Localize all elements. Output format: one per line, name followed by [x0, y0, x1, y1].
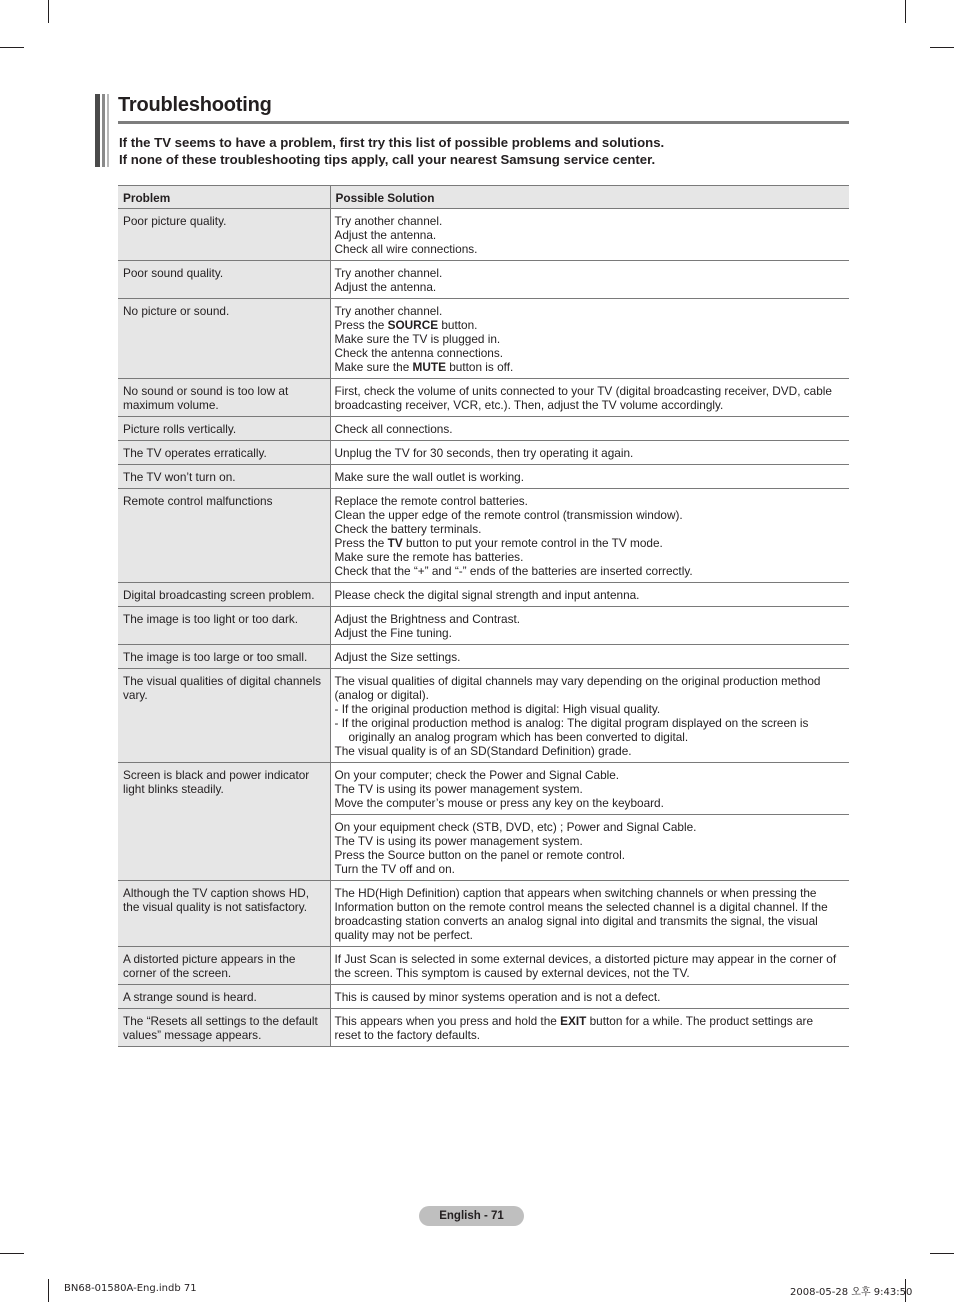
table-row — [118, 947, 849, 985]
crop-mark — [0, 1253, 24, 1254]
solution-line: Adjust the antenna. — [334, 280, 437, 294]
problem-line: Although the TV caption shows HD, — [123, 886, 310, 900]
problem-cell — [118, 441, 330, 465]
table-row — [118, 299, 849, 379]
problem-line: the visual quality is not satisfactory. — [123, 900, 308, 914]
solution-line: On your equipment check (STB, DVD, etc) ; Power and Signal Cable. — [334, 820, 697, 834]
solution-line: Try another channel. — [334, 304, 443, 318]
solution-cell — [330, 881, 849, 947]
problem-cell — [118, 881, 330, 947]
solution-cell — [330, 985, 849, 1009]
crop-mark — [48, 1279, 49, 1302]
intro-text — [119, 134, 849, 168]
problem-line: Poor picture quality. — [123, 214, 227, 228]
table-row — [118, 465, 849, 489]
problem-cell — [118, 1009, 330, 1047]
problem-line: values” message appears. — [123, 1028, 262, 1042]
problem-line: corner of the screen. — [123, 966, 232, 980]
solution-line: Adjust the antenna. — [334, 228, 437, 242]
problem-cell — [118, 763, 330, 881]
problem-cell — [118, 379, 330, 417]
crop-mark — [905, 0, 906, 23]
problem-line: The image is too light or too dark. — [123, 612, 299, 626]
emphasis-text: TV — [387, 536, 403, 550]
solution-line: quality may not be perfect. — [334, 928, 473, 942]
solution-cell — [330, 947, 849, 985]
table-row — [118, 261, 849, 299]
table-row — [118, 1009, 849, 1047]
problem-cell — [118, 261, 330, 299]
problem-cell — [118, 209, 330, 261]
table-body — [118, 209, 849, 1047]
problem-cell — [118, 489, 330, 583]
solution-cell — [330, 669, 849, 763]
solution-cell — [330, 299, 849, 379]
solution-line: The visual quality is of an SD(Standard Definition) grade. — [334, 744, 632, 758]
solution-cell — [330, 209, 849, 261]
solution-line: The HD(High Definition) caption that appears when switching channels or when pressing the — [334, 886, 817, 900]
solution-cell — [330, 441, 849, 465]
troubleshooting-table — [118, 185, 849, 1047]
emphasis-text: SOURCE — [387, 318, 439, 332]
page-title: Troubleshooting — [118, 94, 272, 116]
table-row — [118, 489, 849, 583]
table-row — [118, 669, 849, 763]
solution-line: Adjust the Fine tuning. — [334, 626, 452, 640]
solution-cell — [330, 261, 849, 299]
problem-line: Remote control malfunctions — [123, 494, 273, 508]
solution-line: Make sure the remote has batteries. — [334, 550, 524, 564]
solution-line: If Just Scan is selected in some external devices, a distorted picture may appear in the corner of — [334, 952, 837, 966]
solution-line: Make sure the wall outlet is working. — [334, 470, 524, 484]
solution-cell — [330, 763, 849, 815]
crop-mark — [930, 1253, 954, 1254]
solution-line: Check that the “+” and “-” ends of the batteries are inserted correctly. — [334, 564, 693, 578]
table-header-row — [118, 186, 849, 209]
problem-line: The “Resets all settings to the default — [123, 1014, 318, 1028]
table-row — [118, 583, 849, 607]
table-row — [118, 209, 849, 261]
solution-cell — [330, 645, 849, 669]
solution-line: Check the antenna connections. — [334, 346, 504, 360]
solution-cell — [330, 417, 849, 441]
solution-line: On your computer; check the Power and Signal Cable. — [334, 768, 620, 782]
problem-line: light blinks steadily. — [123, 782, 224, 796]
problem-cell — [118, 645, 330, 669]
crop-mark — [0, 47, 24, 48]
solution-line: The visual qualities of digital channels may vary depending on the original production method — [334, 674, 821, 688]
problem-cell — [118, 417, 330, 441]
crop-mark — [48, 0, 49, 23]
solution-cell — [330, 815, 849, 881]
solution-line: Clean the upper edge of the remote control (transmission window). — [334, 508, 683, 522]
footer-file-info: BN68-01580A-Eng.indb 71 — [64, 1283, 197, 1294]
solution-line: Please check the digital signal strength and input antenna. — [334, 588, 640, 602]
solution-line: Replace the remote control batteries. — [334, 494, 528, 508]
problem-line: maximum volume. — [123, 398, 219, 412]
solution-cell — [330, 489, 849, 583]
problem-cell — [118, 985, 330, 1009]
solution-cell — [330, 583, 849, 607]
emphasis-text: MUTE — [412, 360, 446, 374]
solution-line: Press the SOURCE button. — [334, 318, 478, 332]
problem-cell — [118, 607, 330, 645]
problem-cell — [118, 947, 330, 985]
emphasis-text: EXIT — [560, 1014, 587, 1028]
problem-line: The visual qualities of digital channels — [123, 674, 322, 688]
solution-cell — [330, 607, 849, 645]
problem-line: Poor sound quality. — [123, 266, 224, 280]
solution-line: Turn the TV off and on. — [334, 862, 455, 876]
footer-timestamp: 2008-05-28 오후 9:43:50 — [790, 1287, 913, 1298]
problem-line: Digital broadcasting screen problem. — [123, 588, 315, 602]
solution-line: - If the original production method is digital: High visual quality. — [334, 702, 661, 716]
solution-line: Unplug the TV for 30 seconds, then try operating it again. — [334, 446, 634, 460]
problem-line: The TV won’t turn on. — [123, 470, 236, 484]
table-row — [118, 645, 849, 669]
table-row — [118, 763, 849, 815]
page-number-badge: English - 71 — [419, 1206, 524, 1226]
problem-line: A distorted picture appears in the — [123, 952, 296, 966]
solution-cell — [330, 379, 849, 417]
problem-line: No picture or sound. — [123, 304, 230, 318]
solution-line: broadcasting station converts an analog signal into digital and transmits the signal, the visual — [334, 914, 818, 928]
solution-line: Check all wire connections. — [334, 242, 478, 256]
problem-line: A strange sound is heard. — [123, 990, 257, 1004]
problem-line: No sound or sound is too low at — [123, 384, 289, 398]
solution-line: The TV is using its power management system. — [334, 782, 583, 796]
solution-cell — [330, 465, 849, 489]
problem-line: The image is too large or too small. — [123, 650, 308, 664]
problem-cell — [118, 465, 330, 489]
solution-line: Press the Source button on the panel or remote control. — [334, 848, 626, 862]
solution-line: Check the battery terminals. — [334, 522, 482, 536]
solution-line: Move the computer’s mouse or press any key on the keyboard. — [334, 796, 664, 810]
solution-line: Make sure the MUTE button is off. — [334, 360, 514, 374]
intro-line: If the TV seems to have a problem, first try this list of possible problems and solutions. — [119, 135, 665, 150]
intro-line: If none of these troubleshooting tips apply, call your nearest Samsung service center. — [119, 152, 656, 167]
solution-line: Adjust the Brightness and Contrast. — [334, 612, 521, 626]
title-decoration-bars — [95, 94, 111, 167]
problem-cell — [118, 669, 330, 763]
header-solution: Possible Solution — [330, 186, 849, 209]
table-row — [118, 607, 849, 645]
problem-line: Screen is black and power indicator — [123, 768, 310, 782]
solution-line: This appears when you press and hold the EXIT button for a while. The product settings are — [334, 1014, 814, 1028]
solution-line: Information button on the remote control means the selected channel is a digital channel. If the — [334, 900, 828, 914]
solution-line: Make sure the TV is plugged in. — [334, 332, 501, 346]
solution-line: Check all connections. — [334, 422, 453, 436]
solution-line: broadcasting receiver, VCR, etc.). Then, adjust the TV volume accordingly. — [334, 398, 724, 412]
problem-line: vary. — [123, 688, 148, 702]
problem-cell — [118, 583, 330, 607]
crop-mark — [930, 47, 954, 48]
header-problem: Problem — [118, 186, 330, 209]
problem-cell — [118, 299, 330, 379]
solution-cell — [330, 1009, 849, 1047]
problem-line: Picture rolls vertically. — [123, 422, 237, 436]
solution-line: The TV is using its power management system. — [334, 834, 583, 848]
solution-line: This is caused by minor systems operation and is not a defect. — [334, 990, 661, 1004]
table-row — [118, 441, 849, 465]
solution-line: Adjust the Size settings. — [334, 650, 461, 664]
solution-line: - If the original production method is analog: The digital program displayed on the screen is originally an analog program which has been converted to digital. — [334, 716, 809, 744]
table-row — [118, 379, 849, 417]
solution-line: reset to the factory defaults. — [334, 1028, 481, 1042]
table-row — [118, 985, 849, 1009]
problem-line: The TV operates erratically. — [123, 446, 267, 460]
table-row — [118, 417, 849, 441]
solution-line: First, check the volume of units connected to your TV (digital broadcasting receiver, DVD, cable — [334, 384, 832, 398]
solution-line: (analog or digital). — [334, 688, 429, 702]
solution-line: Try another channel. — [334, 266, 443, 280]
table-row — [118, 881, 849, 947]
solution-line: the screen. This symptom is caused by external devices, not the TV. — [334, 966, 690, 980]
title-underline — [118, 121, 849, 124]
solution-line: Press the TV button to put your remote control in the TV mode. — [334, 536, 663, 550]
solution-line: Try another channel. — [334, 214, 443, 228]
